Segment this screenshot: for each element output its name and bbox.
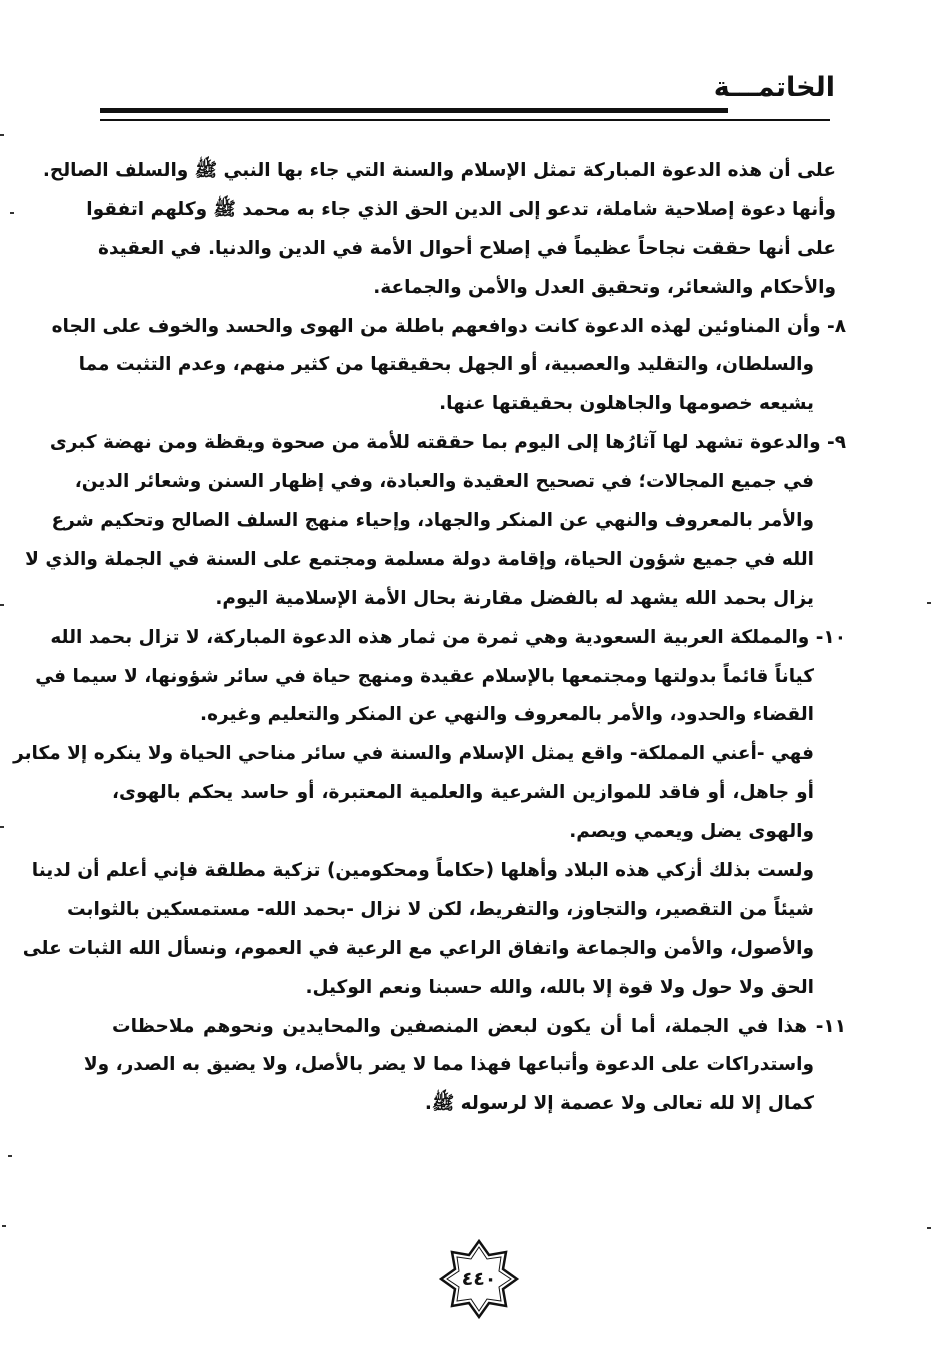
text-line: والأحكام والشعائر، وتحقيق العدل والأمن والجماعة. <box>373 276 836 298</box>
text-line: وأنها دعوة إصلاحية شاملة، تدعو إلى الدين الحق الذي جاء به محمد ﷺ وكلهم اتفقوا <box>86 198 836 220</box>
point-10-line: ١٠- والمملكة العربية السعودية وهي ثمرة من ثمار هذه الدعوة المباركة، لا تزال بحمد الله <box>50 626 846 648</box>
text-line: والأمر بالمعروف والنهي عن المنكر والجهاد، وإحياء منهج السلف الصالح وتحكيم شرع <box>51 510 814 532</box>
body-text <box>13 152 846 1124</box>
page-number-ornament <box>438 1238 520 1320</box>
point-8-line: ٨- وأن المناوئين لهذه الدعوة كانت دوافعهم باطلة من الهوى والحسد والخوف على الجاه <box>51 315 846 337</box>
text-line: يشيعه خصومها والجاهلون بحقيقتها عنها. <box>439 393 814 415</box>
scan-edge-mark <box>927 1227 931 1229</box>
header-rule-thin <box>100 119 830 121</box>
text-line: أو جاهل، أو فاقد للموازين الشرعية والعلمية المعتبرة، أو حاسد يحكم بالهوى، <box>112 782 814 804</box>
text-line: ولست بذلك أزكي هذه البلاد وأهلها (حكاماً ومحكومين) تزكية مطلقة فإني أعلم أن لدينا <box>31 860 814 882</box>
text-line: على أنها حققت نجاحاً عظيماً في إصلاح أحوال الأمة في الدين والدنيا. في العقيدة <box>98 237 836 259</box>
text-line: كياناً قائماً بدولتها ومجتمعها بالإسلام عقيدة ومنهج حياة في سائر شؤونها، لا سيما في <box>35 665 814 687</box>
text-line: والسلطان، والتقليد والعصبية، أو الجهل بحقيقتها من كثير منهم، وعدم التثبت مما <box>78 354 814 376</box>
text-line: الله في جميع شؤون الحياة، وإقامة دولة مسلمة ومجتمع على السنة في الجملة والذي لا <box>25 548 814 570</box>
text-line: والأصول، والأمن والجماعة واتفاق الراعي مع الرعية في العموم، ونسأل الله الثبات على <box>22 937 814 959</box>
text-line: الحق ولا حول ولا قوة إلا بالله، والله حسبنا ونعم الوكيل. <box>305 976 814 998</box>
text-line: كمال إلا لله تعالى ولا عصمة إلا لرسوله ﷺ. <box>424 1093 814 1115</box>
text-line: يزال بحمد الله يشهد له بالفضل مقارنة بحال الأمة الإسلامية اليوم. <box>215 587 814 609</box>
scan-edge-mark <box>8 1155 12 1157</box>
text-line: على أن هذه الدعوة المباركة تمثل الإسلام والسنة التي جاء بها النبي ﷺ والسلف الصالح. <box>42 160 836 181</box>
scan-edge-mark <box>10 212 14 214</box>
scan-edge-mark <box>927 602 931 604</box>
scan-edge-mark <box>0 826 4 828</box>
page-number: ٤٤٠ <box>461 1268 497 1290</box>
header-rule-thick <box>100 108 728 113</box>
point-9-line: ٩- والدعوة تشهد لها آثارُها إلى اليوم بما حققته للأمة من صحوة ويقظة ومن نهضة كبرى <box>49 432 846 454</box>
text-line: والهوى يضل ويعمي ويصم. <box>569 821 814 843</box>
scan-edge-mark <box>0 134 4 136</box>
text-line: واستدراكات على الدعوة وأتباعها فهذا مما لا يضر بالأصل، ولا يضيق به الصدر، ولا <box>83 1054 814 1076</box>
scan-edge-mark <box>2 1225 6 1227</box>
scan-edge-mark <box>0 604 4 606</box>
text-line: في جميع المجالات؛ في تصحيح العقيدة والعبادة، وفي إظهار السنن وشعائر الدين، <box>74 471 814 493</box>
text-line: القضاء والحدود، والأمر بالمعروف والنهي عن المنكر والتعليم وغيره. <box>200 704 814 726</box>
text-line: فهي -أعني المملكة- واقع يمثل الإسلام والسنة في سائر مناحي الحياة ولا ينكره إلا مكابر <box>13 743 814 765</box>
running-header-title: الخاتمـــة <box>713 72 835 103</box>
text-line: شيئاً من التقصير، والتجاوز، والتفريط، لكن لا نزال -بحمد الله- مستمسكين بالثوابت <box>66 898 814 920</box>
point-11-line: ١١- هذا في الجملة، أما أن يكون لبعض المنصفين والمحايدين ونحوهم ملاحظات <box>112 1015 846 1037</box>
